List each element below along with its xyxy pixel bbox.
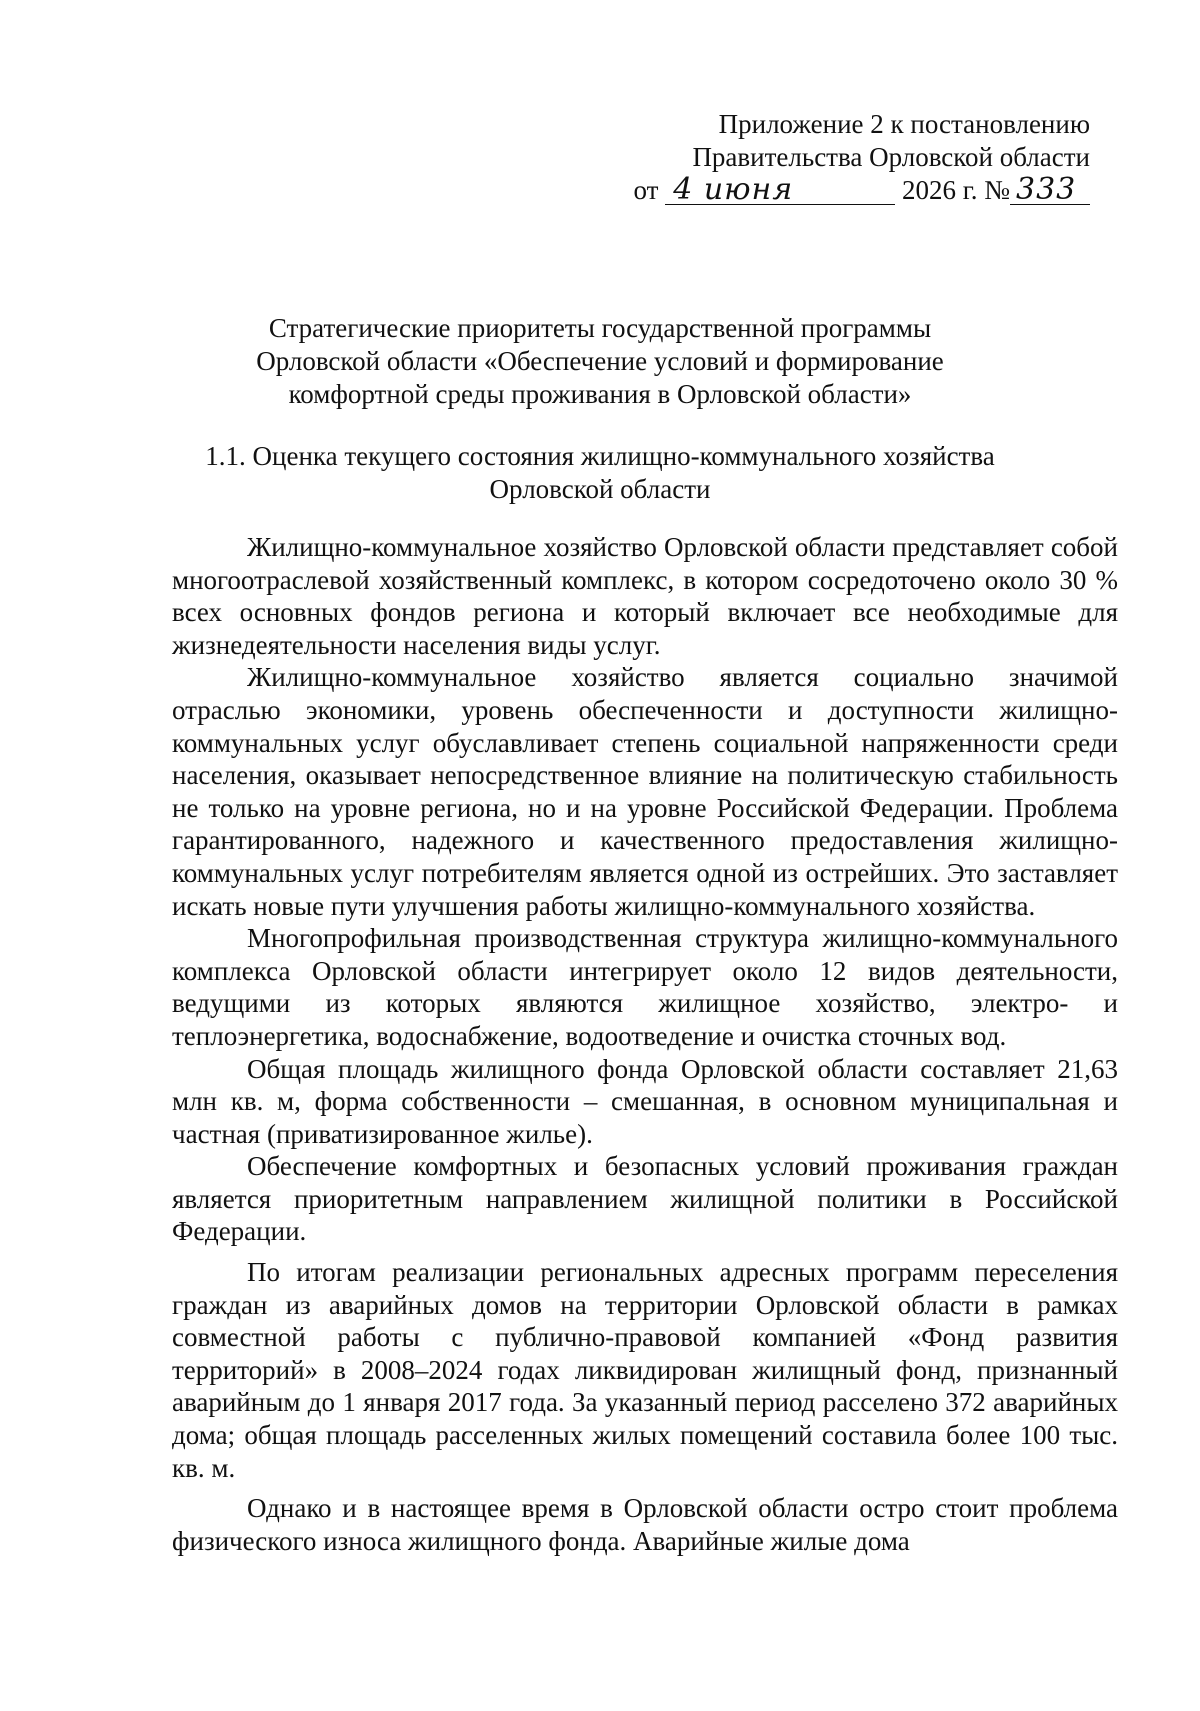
paragraph: Однако и в настоящее время в Орловской области остро стоит проблема физического износа жилищного фонда. Аварийные жилые дома	[172, 1493, 1118, 1556]
appendix-line-1: Приложение 2 к постановлению	[718, 109, 1090, 139]
paragraph: Жилищно-коммунальное хозяйство является социально значимой отраслью экономики, уровень обеспеченности и доступности жилищно-коммунальных услуг обуславливает степень социальной напряженности среди населения, оказывает непосредственное влияние на политическую стабильность не только на уровне региона, но и на уровне Российской Федерации. Проблема гарантированного, надежного и качественного предоставления жилищно-коммунальных услуг потребителям является одной из острейших. Это заставляет искать новые пути улучшения работы жилищно-коммунального хозяйства.	[172, 662, 1118, 921]
appendix-line-2: Правительства Орловской области	[692, 142, 1090, 172]
title-line-2: Орловской области «Обеспечение условий и формирование	[256, 346, 944, 376]
paragraph: Многопрофильная производственная структура жилищно-коммунального комплекса Орловской области интегрирует около 12 видов деятельности, ведущими из которых являются жилищное хозяйство, электро- и теплоэнергетика, водоснабжение, водоотведение и очистка сточных вод.	[172, 923, 1118, 1051]
paragraph: Общая площадь жилищного фонда Орловской области составляет 21,63 млн кв. м, форма собственности – смешанная, в основном муниципальная и частная (приватизированное жилье).	[172, 1053, 1118, 1149]
paragraph: По итогам реализации региональных адресных программ переселения граждан из аварийных домов на территории Орловской области в рамках совместной работы с публично-правовой компанией «Фонд развития территорий» в 2008–2024 годах ликвидирован жилищный фонд, признанный аварийным до 1 января 2017 года. За указанный период расселено 372 аварийных дома; общая площадь расселенных жилых помещений составила более 100 тыс. кв. м.	[172, 1257, 1118, 1483]
handwritten-date: 4 июня	[665, 175, 895, 205]
section-heading-line-1: 1.1. Оценка текущего состояния жилищно-коммунального хозяйства	[205, 441, 995, 471]
from-label: от	[633, 175, 659, 205]
handwritten-number: 333	[1010, 175, 1090, 205]
section-heading	[160, 440, 1040, 506]
section-heading-line-2: Орловской области	[489, 474, 711, 504]
appendix-header	[620, 108, 1090, 207]
paragraph: Обеспечение комфортных и безопасных условий проживания граждан является приоритетным направлением жилищной политики в Российской Федерации.	[172, 1151, 1118, 1247]
title-line-1: Стратегические приоритеты государственной программы	[268, 313, 932, 343]
year-label: 2026 г. №	[901, 175, 1010, 205]
document-body	[172, 531, 1118, 1557]
document-title	[160, 312, 1040, 411]
paragraph: Жилищно-коммунальное хозяйство Орловской области представляет собой многоотраслевой хозяйственный комплекс, в котором сосредоточено около 30 % всех основных фондов региона и который включает все необходимые для жизнедеятельности населения виды услуг.	[172, 532, 1118, 660]
appendix-date-line	[620, 174, 1090, 207]
title-line-3: комфортной среды проживания в Орловской области»	[288, 379, 912, 409]
